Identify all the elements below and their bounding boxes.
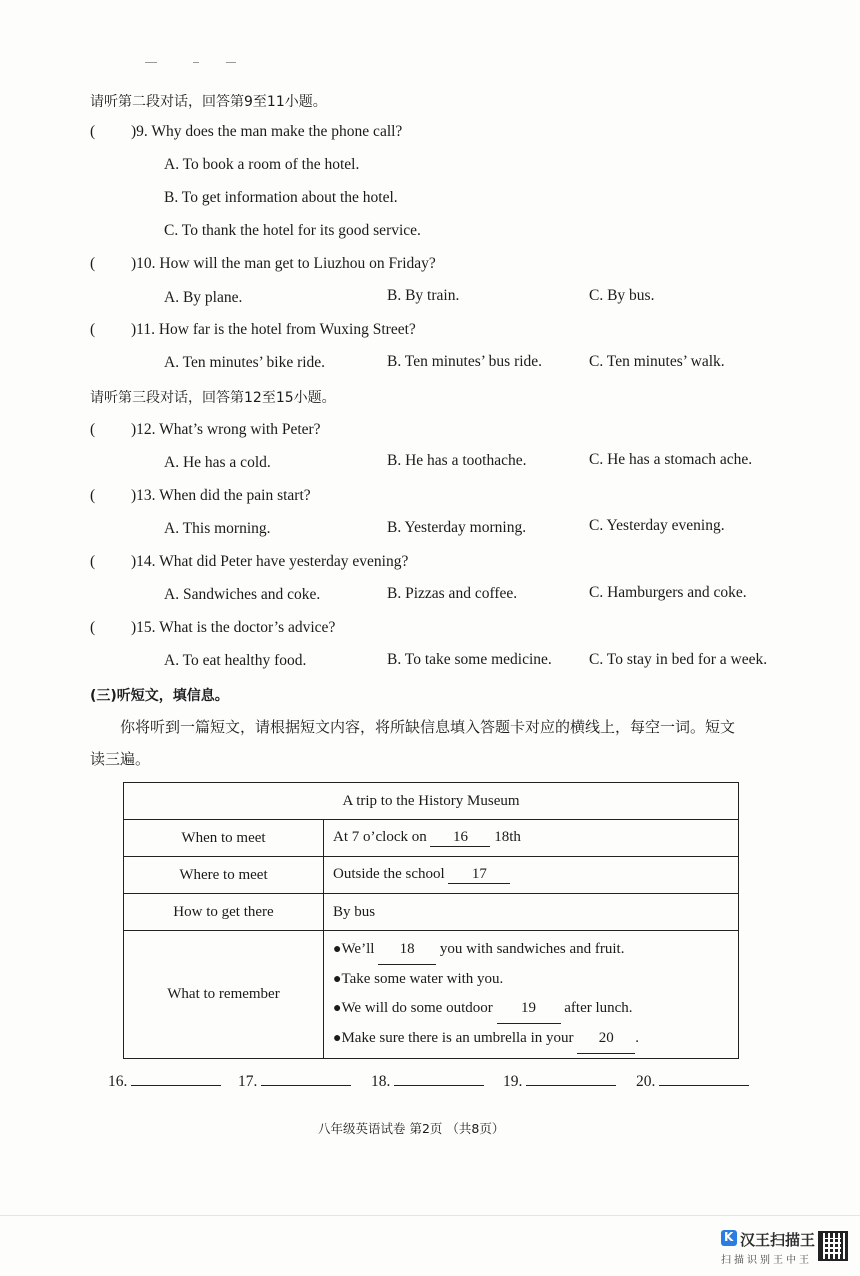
answer-paren: ( (90, 321, 96, 338)
row-label-remember: What to remember (124, 931, 324, 1059)
qr-code-icon (818, 1231, 848, 1261)
option-9a: A. To book a room of the hotel. (164, 156, 360, 173)
section3-instruction: 请听第三段对话，回答第12至15小题。 (90, 390, 336, 406)
table-row (124, 820, 739, 857)
option-10b: B. By train. (387, 287, 460, 304)
answer-paren: ( (90, 421, 96, 438)
option-9c: C. To thank the hotel for its good service. (164, 222, 421, 239)
question-11: )11. How far is the hotel from Wuxing Street? (131, 321, 416, 338)
option-15c: C. To stay in bed for a week. (589, 651, 768, 668)
answer-paren: ( (90, 123, 96, 140)
info-table (123, 782, 739, 1059)
table-row (124, 931, 739, 1059)
blank-16: 16 (430, 829, 490, 847)
option-11c: C. Ten minutes’ walk. (589, 353, 725, 370)
question-15: )15. What is the doctor’s advice? (131, 619, 336, 636)
table-row (124, 894, 739, 931)
question-13: )13. When did the pain start? (131, 487, 311, 504)
remember-item: ●We’ll 18 you with sandwiches and fruit. (333, 935, 729, 965)
table-title: A trip to the History Museum (124, 783, 739, 820)
answer-blank-20: 20. (636, 1073, 749, 1091)
row-value-how: By bus (324, 894, 739, 931)
option-13a: A. This morning. (164, 520, 271, 537)
question-10: )10. How will the man get to Liuzhou on Friday? (131, 255, 436, 272)
scanner-tagline: 扫描识别王中王 (721, 1255, 812, 1266)
answer-blank-16: 16. (108, 1073, 221, 1091)
option-12a: A. He has a cold. (164, 454, 271, 471)
blank-19: 19 (497, 994, 561, 1024)
option-11b: B. Ten minutes’ bus ride. (387, 353, 543, 370)
page-footer: 八年级英语试卷 第2页 （共8页） (318, 1121, 505, 1136)
row-value-when: At 7 o’clock on 16 18th (324, 820, 739, 857)
answer-blank-19: 19. (503, 1073, 616, 1091)
answer-blank-18: 18. (371, 1073, 484, 1091)
option-10a: A. By plane. (164, 289, 243, 306)
option-15a: A. To eat healthy food. (164, 652, 307, 669)
table-row (124, 857, 739, 894)
row-label-where: Where to meet (124, 857, 324, 894)
blank-20: 20 (577, 1024, 635, 1054)
part3-instruction-line1: 你将听到一篇短文，请根据短文内容，将所缺信息填入答题卡对应的横线上，每空一词。短文 (120, 718, 736, 736)
question-14: )14. What did Peter have yesterday evening? (131, 553, 409, 570)
option-11a: A. Ten minutes’ bike ride. (164, 354, 326, 371)
option-12b: B. He has a toothache. (387, 452, 527, 469)
option-9b: B. To get information about the hotel. (164, 189, 398, 206)
option-10c: C. By bus. (589, 287, 655, 304)
scanner-logo-icon: K (721, 1230, 737, 1246)
option-14c: C. Hamburgers and coke. (589, 584, 747, 601)
answer-paren: ( (90, 255, 96, 272)
answer-paren: ( (90, 487, 96, 504)
option-14b: B. Pizzas and coffee. (387, 585, 518, 602)
footer-divider (0, 1215, 860, 1216)
option-13b: B. Yesterday morning. (387, 519, 527, 536)
remember-item: ●We will do some outdoor 19 after lunch. (333, 994, 729, 1024)
question-9: )9. Why does the man make the phone call? (131, 123, 403, 140)
scan-mark (226, 62, 236, 63)
option-14a: A. Sandwiches and coke. (164, 586, 321, 603)
scan-mark (145, 62, 157, 63)
question-12: )12. What’s wrong with Peter? (131, 421, 321, 438)
option-12c: C. He has a stomach ache. (589, 451, 753, 468)
part3-heading: (三)听短文，填信息。 (90, 688, 229, 704)
remember-item: ●Make sure there is an umbrella in your 20 . (333, 1024, 729, 1054)
blank-18: 18 (378, 935, 436, 965)
answer-blank-17: 17. (238, 1073, 351, 1091)
scan-mark (193, 62, 199, 63)
scanner-brand: 汉王扫描王 (740, 1231, 816, 1249)
answer-paren: ( (90, 553, 96, 570)
row-label-how: How to get there (124, 894, 324, 931)
remember-item: ●Take some water with you. (333, 971, 504, 987)
row-value-where: Outside the school 17 (324, 857, 739, 894)
answer-paren: ( (90, 619, 96, 636)
row-value-remember (324, 931, 739, 1059)
row-label-when: When to meet (124, 820, 324, 857)
option-13c: C. Yesterday evening. (589, 517, 725, 534)
blank-17: 17 (448, 866, 510, 884)
option-15b: B. To take some medicine. (387, 651, 552, 668)
section2-instruction: 请听第二段对话，回答第9至11小题。 (90, 94, 327, 110)
part3-instruction-line2: 读三遍。 (90, 750, 151, 768)
